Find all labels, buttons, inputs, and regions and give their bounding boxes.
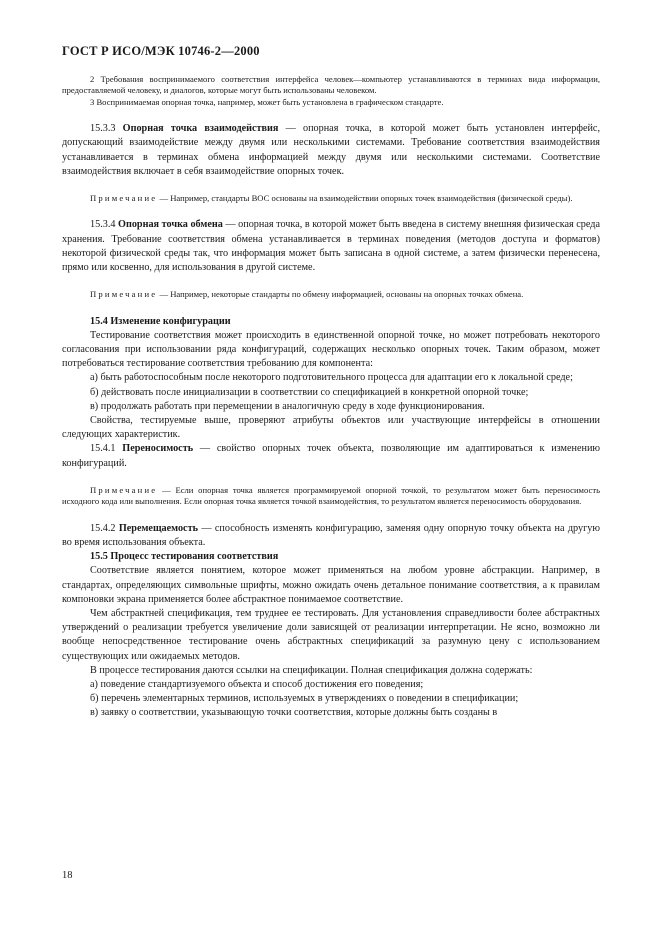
list-item: в) продолжать работать при перемещении в аналогичную среду в ходе функционирования.	[90, 400, 485, 412]
clause-15-3-3	[62, 122, 600, 179]
section-heading-15-5: 15.5 Процесс тестирования соответствия	[90, 551, 279, 563]
note-2	[62, 289, 600, 300]
note-label: Примечание	[90, 193, 158, 204]
note-label: Примечание	[90, 289, 158, 300]
page-number: 18	[62, 870, 73, 881]
note-text: — Например, некоторые стандарты по обмену информацией, основаны на опорных точках обмена.	[157, 289, 524, 300]
section-15-4-intro: Тестирование соответствия может происходить в единственной опорной точке, но может потребовать некоторого согласования при использовании ряда конфигураций, содержащих несколько опорных точек. Таким образом, может потребоваться тестирование соответствия требованию для компонента:	[62, 329, 600, 370]
note-top-3: 3 Воспринимаемая опорная точка, например, может быть установлена в графическом стандарте.	[90, 96, 444, 107]
clause-text: — опорная точка, в которой может быть установлен интерфейс, допускающий взаимодействие между двумя или несколькими системами. Требование соответствия взаимодействия устанавливается в терминах обмена информацией между двумя или несколькими системами. Соответствие взаимодействия включает в себя взаимодействие опорных точек.	[62, 123, 600, 177]
list-item: б) перечень элементарных терминов, используемых в утверждениях о поведении в спецификации;	[90, 693, 519, 705]
note-text: — Например, стандарты ВОС основаны на взаимодействии опорных точек взаимодействия (физической среды).	[157, 193, 573, 204]
clause-number: 15.3.4	[90, 219, 116, 231]
list-item: а) быть работоспособным после некоторого подготовительного процесса для адаптации его к локальной среде;	[90, 372, 573, 384]
section-15-5-p3: В процессе тестирования даются ссылки на спецификации. Полная спецификация должна содержать:	[90, 664, 533, 676]
clause-text: — опорная точка, в которой может быть введена в систему внешняя физическая среда хранения. Требование соответствия обмена устанавливается в терминах поведения (методов доступа и форматов) некоторой физической среды так, что информация может быть записана в одной системе, а затем физически перенесена, прямо или косвенно, для использования в другой системе.	[62, 219, 600, 274]
clause-term: Опорная точка обмена	[118, 219, 223, 231]
note-1	[62, 193, 600, 204]
list-item: б) действовать после инициализации в соответствии со спецификацией в конкретной опорной точке;	[90, 386, 529, 398]
clause-number: 15.3.3	[90, 123, 116, 135]
note-3	[62, 485, 600, 508]
clause-text: — свойство опорных точек объекта, позволяющие им адаптироваться к изменению конфигураций.	[62, 443, 601, 469]
clause-text: — способность изменять конфигурацию, заменяя одну опорную точку объекта на другую во время использования объекта.	[62, 522, 600, 548]
document-body	[62, 74, 600, 721]
note-top-2: 2 Требования воспринимаемого соответствия интерфейса человек—компьютер устанавливаются в терминах вида информации, предоставляемой человеку, и диалогов, которые могут быть использованы человеком.	[62, 74, 600, 96]
clause-15-4-1	[62, 442, 600, 470]
document-header: ГОСТ Р ИСО/МЭК 10746-2—2000	[62, 44, 260, 58]
note-label: Примечание	[90, 484, 158, 495]
list-item: а) поведение стандартизуемого объекта и способ достижения его поведения;	[90, 678, 424, 690]
section-15-5-p2: Чем абстрактней спецификация, тем труднее ее тестировать. Для установления справедливости более абстрактных утверждений о реализации требуется увеличение доли зависящей от реализации интерпретации. Не ясно, возможно ли вообще непосредственное тестирование очень абстрактных спецификаций за разумную цену с использованием существующих или ожидаемых методов.	[62, 607, 600, 662]
section-15-4-after: Свойства, тестируемые выше, проверяют атрибуты объектов или участвующие интерфейсы в отношении следующих характеристик.	[62, 415, 600, 441]
note-text: — Если опорная точка является программируемой опорной точкой, то результатом может быть переносимость исходного кода или выполнения. Если опорная точка является точкой взаимодействия, то результатом является переносимость оборудования.	[62, 484, 600, 507]
section-heading-15-4: 15.4 Изменение конфигурации	[90, 315, 231, 327]
list-item: в) заявку о соответствии, указывающую точки соответствия, которые должны быть созданы в	[90, 707, 498, 719]
clause-number: 15.4.2	[90, 522, 116, 534]
clause-15-3-4	[62, 218, 600, 275]
clause-term: Переносимость	[122, 443, 194, 455]
clause-term: Опорная точка взаимодействия	[122, 123, 279, 135]
section-15-5-p1: Соответствие является понятием, которое может применяться на любом уровне абстракции. Например, в стандартах, определяющих символьные шрифты, можно ожидать очень детальное понимание соответствия, а к правилам компоновки экрана применяется более абстрактное понимаемое соответствие.	[62, 565, 600, 605]
clause-term: Перемещаемость	[118, 522, 198, 534]
clause-15-4-2	[62, 522, 600, 550]
clause-number: 15.4.1	[90, 443, 116, 455]
